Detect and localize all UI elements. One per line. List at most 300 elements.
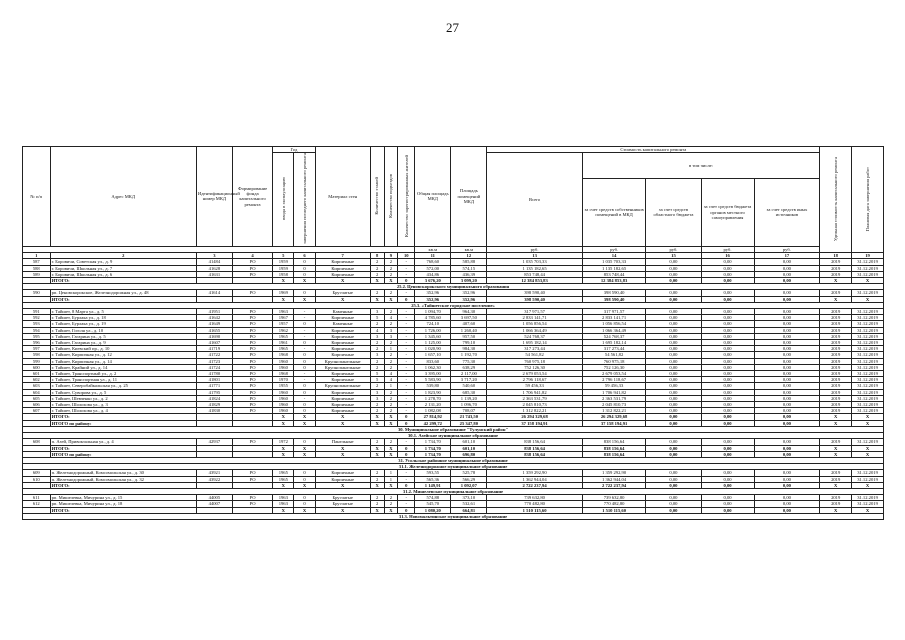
table-cell: 1965 xyxy=(273,470,294,476)
table-cell: 1 359 292,90 xyxy=(582,470,646,476)
table-cell: 31.12.2019 xyxy=(852,315,884,321)
table-cell: 696,80 xyxy=(451,451,487,457)
table-cell: 0,00 xyxy=(754,501,820,507)
table-cell: 2 xyxy=(370,476,384,482)
table-cell: - xyxy=(398,340,415,346)
table-cell: 2019 xyxy=(820,389,852,395)
table-cell: X xyxy=(315,507,370,513)
table-cell: 604 xyxy=(23,389,51,395)
table-cell: X xyxy=(315,445,370,451)
table-cell: 2 833 141,71 xyxy=(487,315,582,321)
table-cell: X xyxy=(370,445,384,451)
table-cell: 0 xyxy=(294,408,315,414)
table-cell: 775,30 xyxy=(451,358,487,364)
table-cell: 0,00 xyxy=(701,271,754,277)
column-number: 6 xyxy=(294,253,315,259)
table-cell: 0,00 xyxy=(754,420,820,426)
table-cell: 1960 xyxy=(273,389,294,395)
table-cell: 2 xyxy=(370,290,384,296)
table-cell: 1963 xyxy=(273,309,294,315)
table-cell: 638,29 xyxy=(451,364,487,370)
table-cell: 41771 xyxy=(196,383,232,389)
table-cell: 524 768,37 xyxy=(582,333,646,339)
table-cell: X xyxy=(852,445,884,451)
table-cell: 4 xyxy=(384,377,398,383)
header-entrances: Количество подъездов xyxy=(384,147,398,247)
table-cell: 5 xyxy=(370,371,384,377)
table-cell: 41824 xyxy=(196,395,232,401)
table-cell: 760 975,18 xyxy=(487,358,582,364)
table-cell: 532,61 xyxy=(451,501,487,507)
table-cell: Кирпичные xyxy=(315,327,370,333)
table-cell: 0,00 xyxy=(646,389,701,395)
table-cell: 0 xyxy=(398,420,415,426)
table-cell: 59 456,33 xyxy=(582,383,646,389)
table-cell: ИТОГО: xyxy=(50,278,196,284)
table-cell: 0,00 xyxy=(646,278,701,284)
table-cell: 31.12.2019 xyxy=(852,495,884,501)
table-cell: 0,00 xyxy=(701,358,754,364)
table-cell: 607 xyxy=(23,408,51,414)
table-cell: 2 xyxy=(384,402,398,408)
table-cell: X xyxy=(370,278,384,284)
table-cell: X xyxy=(820,482,852,488)
table-cell: 434,86 xyxy=(415,271,451,277)
table-cell: 0 xyxy=(398,482,415,488)
table-cell: 0,00 xyxy=(754,290,820,296)
table-cell: 0,00 xyxy=(701,333,754,339)
table-cell: 398 590,40 xyxy=(582,290,646,296)
table-cell: 0,00 xyxy=(646,383,701,389)
table-cell: X xyxy=(273,296,294,302)
table-cell: - xyxy=(294,395,315,401)
table-cell: РО xyxy=(232,333,272,339)
table-cell: 0 xyxy=(398,414,415,420)
table-cell: 31.12.2019 xyxy=(852,501,884,507)
table-cell: 2019 xyxy=(820,358,852,364)
table-cell: 41690 xyxy=(196,333,232,339)
table-cell: 0 xyxy=(294,495,315,501)
table-cell: 0,00 xyxy=(701,445,754,451)
table-cell: 0,00 xyxy=(754,414,820,420)
table-cell: 2 xyxy=(384,340,398,346)
table-cell: 545,70 xyxy=(415,501,451,507)
table-cell: 593 xyxy=(23,321,51,327)
table-cell: 59 456,33 xyxy=(487,383,582,389)
table-cell: 2 833 141,71 xyxy=(582,315,646,321)
table-cell: - xyxy=(294,309,315,315)
header-address: Адрес МКД xyxy=(50,147,196,247)
table-cell: 0 xyxy=(294,259,315,265)
table-cell: - xyxy=(398,333,415,339)
table-cell: 2 xyxy=(384,364,398,370)
table-cell: 2 xyxy=(370,265,384,271)
table-cell: 0,00 xyxy=(646,408,701,414)
column-number: 17 xyxy=(754,253,820,259)
table-cell: X xyxy=(384,278,398,284)
table-cell: 2 xyxy=(370,340,384,346)
table-cell: рп. Мишелевка, Мичурина ул., д. 18 xyxy=(50,501,196,507)
table-cell: X xyxy=(315,482,370,488)
table-cell: 0,00 xyxy=(646,482,701,488)
table-cell: - xyxy=(398,315,415,321)
section-title: 31.3. Новомальтинское муниципальное образование xyxy=(23,513,884,519)
table-cell: 0,00 xyxy=(754,259,820,265)
table-cell: г. Боровичи, Школьная ул., д. 6 xyxy=(50,271,196,277)
table-cell: 352,96 xyxy=(415,296,451,302)
table-cell: 0 xyxy=(294,321,315,327)
table-cell: 2 363 531,79 xyxy=(487,395,582,401)
table-cell: X xyxy=(852,451,884,457)
table-cell: РО xyxy=(232,408,272,414)
section-title: 30.1. Азейское муниципальное образование xyxy=(23,433,884,439)
table-cell: 4 785,60 xyxy=(415,315,451,321)
table-cell: 0,00 xyxy=(701,371,754,377)
table-cell: Кирпичные xyxy=(315,340,370,346)
table-cell: X xyxy=(370,451,384,457)
table-cell: 1 362 944,04 xyxy=(582,476,646,482)
table-cell: 0 xyxy=(398,296,415,302)
table-cell: 592 xyxy=(23,315,51,321)
table-cell: Кирпичные xyxy=(315,333,370,339)
table-cell: 0 xyxy=(294,271,315,277)
table-cell: 595 xyxy=(23,333,51,339)
table-cell: X xyxy=(384,296,398,302)
table-cell: - xyxy=(398,321,415,327)
table-cell: 41614 xyxy=(196,290,232,296)
table-cell: 0,00 xyxy=(701,265,754,271)
table-cell: 838 156,64 xyxy=(582,445,646,451)
table-cell: 1 xyxy=(384,476,398,482)
column-number: 2 xyxy=(50,253,196,259)
table-cell: - xyxy=(398,377,415,383)
table-cell: г. Тайшет, Гагарина ул., д. 5 xyxy=(50,333,196,339)
header-unit-rub3: руб. xyxy=(646,246,701,252)
table-cell: 1 734,70 xyxy=(415,439,451,445)
table-cell: РО xyxy=(232,495,272,501)
table-cell: X xyxy=(820,296,852,302)
table-cell: 1 066 364,49 xyxy=(487,327,582,333)
table-cell: Каменные xyxy=(315,321,370,327)
table-cell: - xyxy=(398,309,415,315)
header-deadline: Плановая дата завершения работ xyxy=(852,147,884,253)
table-cell: 524 768,37 xyxy=(487,333,582,339)
table-cell: 1 823,90 xyxy=(415,389,451,395)
table-cell: РО xyxy=(232,358,272,364)
table-cell: - xyxy=(398,470,415,476)
table-cell: 0,00 xyxy=(754,383,820,389)
table-cell: г. Тайшет, Транспортный ул., д. 2 xyxy=(50,371,196,377)
table-cell: Кирпичные xyxy=(315,408,370,414)
table-cell: 1 035 703,33 xyxy=(582,259,646,265)
table-cell: 0,00 xyxy=(701,259,754,265)
table-cell: 1 092,07 xyxy=(451,482,487,488)
table-cell: 0,00 xyxy=(701,389,754,395)
table-cell: - xyxy=(294,327,315,333)
table-cell: 2019 xyxy=(820,265,852,271)
table-cell: 3 xyxy=(384,327,398,333)
table-cell: 0,00 xyxy=(701,507,754,513)
table-cell: РО xyxy=(232,383,272,389)
table-cell: 41724 xyxy=(196,364,232,370)
table-cell: 43921 xyxy=(196,470,232,476)
table-cell: 588 xyxy=(23,265,51,271)
table-cell: 2 xyxy=(384,265,398,271)
table-cell: 2019 xyxy=(820,321,852,327)
table-cell: 1 359 292,90 xyxy=(487,470,582,476)
table-cell: X xyxy=(820,451,852,457)
table-cell: 41830 xyxy=(196,408,232,414)
table-cell: 2 xyxy=(370,495,384,501)
table-cell: 0,00 xyxy=(754,470,820,476)
table-cell: 1 260,40 xyxy=(451,327,487,333)
table-cell: Крупнопанельные xyxy=(315,364,370,370)
table-cell: Кирпичные xyxy=(315,265,370,271)
table-cell: 0,00 xyxy=(701,414,754,420)
table-cell: 2019 xyxy=(820,383,852,389)
table-cell: 2 xyxy=(370,383,384,389)
table-cell: - xyxy=(294,315,315,321)
page-number: 27 xyxy=(446,20,459,35)
table-cell: X xyxy=(384,414,398,420)
table-cell: 0,00 xyxy=(646,501,701,507)
table-cell: 2019 xyxy=(820,352,852,358)
table-cell: 4 xyxy=(370,327,384,333)
header-residents: Количество зарегистрированных жителей xyxy=(398,147,415,247)
table-cell: 0,00 xyxy=(646,402,701,408)
table-cell: 31.12.2019 xyxy=(852,259,884,265)
table-cell: - xyxy=(294,377,315,383)
table-cell: 2 xyxy=(384,358,398,364)
table-cell: 540,60 xyxy=(451,383,487,389)
table-cell: 1960 xyxy=(273,402,294,408)
table-cell: 590 xyxy=(23,290,51,296)
table-cell: 597 xyxy=(23,346,51,352)
table-cell: - xyxy=(398,358,415,364)
header-unit-rub5: руб. xyxy=(754,246,820,252)
table-cell: 2 xyxy=(370,501,384,507)
table-cell: 41628 xyxy=(196,265,232,271)
table-cell: X xyxy=(370,414,384,420)
table-cell: 0,00 xyxy=(754,346,820,352)
table-cell: 31.12.2019 xyxy=(852,402,884,408)
table-cell: 2 xyxy=(370,439,384,445)
table-cell: 41649 xyxy=(196,321,232,327)
table-cell: 0,00 xyxy=(701,364,754,370)
header-year-last: завершения последнего капитального ремонта xyxy=(294,153,315,246)
table-cell: г. Тайшет, Суворова ул., д. 5 xyxy=(50,389,196,395)
table-cell: - xyxy=(398,327,415,333)
table-cell: РО xyxy=(232,340,272,346)
table-cell: 1 706 941,82 xyxy=(487,389,582,395)
table-cell: ИТОГО по району: xyxy=(50,451,196,457)
table-cell: 0 xyxy=(294,265,315,271)
table-cell: г. Тайшет, Кирпичная ул., д. 14 xyxy=(50,358,196,364)
table-cell: 2 xyxy=(384,290,398,296)
table-cell: 2 xyxy=(370,259,384,265)
table-cell: 0,00 xyxy=(754,340,820,346)
table-cell: 0,00 xyxy=(754,371,820,377)
header-unit-m2a: кв.м xyxy=(415,246,451,252)
table-cell: 2019 xyxy=(820,395,852,401)
table-cell: г. Тайшет, 8 Марта ул., д. 5 xyxy=(50,309,196,315)
table-cell: 31.12.2019 xyxy=(852,383,884,389)
table-cell: 41795 xyxy=(196,389,232,395)
table-cell: 0,00 xyxy=(754,402,820,408)
table-cell: 1960 xyxy=(273,395,294,401)
table-cell: 3 697,50 xyxy=(451,315,487,321)
table-cell: Кирпичные xyxy=(315,259,370,265)
table-cell: 31.12.2019 xyxy=(852,309,884,315)
table-cell: 1957 xyxy=(273,321,294,327)
table-cell: 602 xyxy=(23,377,51,383)
table-cell: 317 273,44 xyxy=(582,346,646,352)
table-cell: РО xyxy=(232,290,272,296)
table-cell: г. Тайшет, Бурлака ул., д. 18 xyxy=(50,315,196,321)
table-cell: 0,00 xyxy=(701,290,754,296)
table-cell: 317 971,57 xyxy=(582,309,646,315)
table-cell: 608 xyxy=(23,439,51,445)
table-cell: 0,00 xyxy=(754,389,820,395)
table-cell: - xyxy=(398,259,415,265)
column-number: 12 xyxy=(451,253,487,259)
table-cell: 2 xyxy=(370,346,384,352)
table-cell: 0,00 xyxy=(701,482,754,488)
table-cell: X xyxy=(370,507,384,513)
table-cell: 2 679 053,54 xyxy=(487,371,582,377)
table-cell: 0,00 xyxy=(754,364,820,370)
table-cell: 0 xyxy=(294,352,315,358)
table-cell: 0,00 xyxy=(646,309,701,315)
table-cell: 2 xyxy=(384,439,398,445)
table-cell: 2 045 810,73 xyxy=(487,402,582,408)
table-cell: п. Азей, Привокзальная ул., д. 4 xyxy=(50,439,196,445)
table-cell: 2 796 118,67 xyxy=(582,377,646,383)
table-cell: РО xyxy=(232,470,272,476)
table-cell: 0,00 xyxy=(754,309,820,315)
table-cell: - xyxy=(398,389,415,395)
table-cell: Кирпичные xyxy=(315,352,370,358)
table-cell: 54 561,82 xyxy=(487,352,582,358)
table-cell: 2019 xyxy=(820,315,852,321)
section-row xyxy=(23,513,884,519)
table-cell: 5 xyxy=(370,315,384,321)
table-cell: 0,00 xyxy=(646,364,701,370)
table-cell: 1 139,20 xyxy=(451,395,487,401)
table-cell: 0,00 xyxy=(646,333,701,339)
table-cell: 0,00 xyxy=(701,495,754,501)
table-cell: 964,30 xyxy=(451,309,487,315)
table-cell: 1 056 856,54 xyxy=(487,321,582,327)
header-cost-group: Стоимость капитального ремонта xyxy=(487,147,820,153)
column-number: 19 xyxy=(852,253,884,259)
table-cell: 1 035 703,33 xyxy=(487,259,582,265)
table-cell: г. Тайшет, Транспортная ул., д. 11 xyxy=(50,377,196,383)
table-cell: 2 xyxy=(370,321,384,327)
table-cell: рп. Ценовскорокское, Железнодорожная ул., д. 48 xyxy=(50,290,196,296)
table-cell: 0,00 xyxy=(646,371,701,377)
table-cell: Крупнопанельные xyxy=(315,383,370,389)
table-cell: РО xyxy=(232,364,272,370)
table-cell: 0,00 xyxy=(646,321,701,327)
table-cell: 2019 xyxy=(820,346,852,352)
table-cell: X xyxy=(315,278,370,284)
table-cell: 799,10 xyxy=(451,340,487,346)
table-cell: 0 xyxy=(398,451,415,457)
column-number: 8 xyxy=(370,253,384,259)
table-cell: РО xyxy=(232,501,272,507)
table-cell: 0 xyxy=(294,389,315,395)
table-cell: 0,00 xyxy=(646,265,701,271)
table-cell: - xyxy=(398,395,415,401)
table-cell: 5 583,90 xyxy=(415,377,451,383)
table-cell: 1955 xyxy=(273,383,294,389)
table-cell: - xyxy=(398,495,415,501)
table-cell: X xyxy=(384,482,398,488)
table-cell: 1 312 822,21 xyxy=(582,408,646,414)
table-cell: X xyxy=(370,482,384,488)
table-cell: 2019 xyxy=(820,364,852,370)
table-cell: X xyxy=(294,445,315,451)
table-cell: г. Тайшет, Шевченко ул., д. 2 xyxy=(50,395,196,401)
table-cell: 1969 xyxy=(273,290,294,296)
table-cell: 610 xyxy=(23,476,51,482)
table-cell: 2 796 118,67 xyxy=(487,377,582,383)
table-cell: 12 384 853,83 xyxy=(582,278,646,284)
table-cell: 599 xyxy=(23,358,51,364)
table-cell: 2019 xyxy=(820,333,852,339)
table-cell: РО xyxy=(232,402,272,408)
table-cell: 708,07 xyxy=(451,408,487,414)
column-number: 9 xyxy=(384,253,398,259)
table-cell: 31.12.2019 xyxy=(852,377,884,383)
header-walls: Материал стен xyxy=(315,147,370,247)
table-cell: 31.12.2019 xyxy=(852,340,884,346)
table-cell: 1 362 944,04 xyxy=(487,476,582,482)
table-cell: Кирпичные xyxy=(315,271,370,277)
table-cell: 0,00 xyxy=(701,346,754,352)
table-cell: 2 363 531,79 xyxy=(582,395,646,401)
table-cell: 0 xyxy=(294,470,315,476)
table-cell: 1 726,00 xyxy=(415,327,451,333)
column-number: 5 xyxy=(273,253,294,259)
table-cell: 41951 xyxy=(196,309,232,315)
table-cell: 41631 xyxy=(196,271,232,277)
table-cell: 664,81 xyxy=(451,507,487,513)
table-cell: 2 722 237,94 xyxy=(582,482,646,488)
table-cell: 1 080,20 xyxy=(415,507,451,513)
table-cell: 0,00 xyxy=(701,340,754,346)
table-cell: 37 158 194,91 xyxy=(487,420,582,426)
table-cell: 0,00 xyxy=(646,271,701,277)
table-cell: 0 xyxy=(294,340,315,346)
table-cell: 2 045 810,73 xyxy=(582,402,646,408)
table-cell: X xyxy=(294,451,315,457)
table-cell: 398 590,40 xyxy=(487,296,582,302)
table-cell: 0,00 xyxy=(701,296,754,302)
table-cell: 41655 xyxy=(196,327,232,333)
table-cell: 43922 xyxy=(196,476,232,482)
table-cell: 2019 xyxy=(820,377,852,383)
table-cell: 565,36 xyxy=(415,476,451,482)
section-title: 31.1. Железнодорожное муниципальное образование xyxy=(23,464,884,470)
table-cell: 0,00 xyxy=(646,352,701,358)
table-cell: - xyxy=(398,439,415,445)
table-cell: X xyxy=(370,420,384,426)
table-cell: 1 xyxy=(384,346,398,352)
table-cell: 1972 xyxy=(273,439,294,445)
table-cell: 574,88 xyxy=(415,495,451,501)
